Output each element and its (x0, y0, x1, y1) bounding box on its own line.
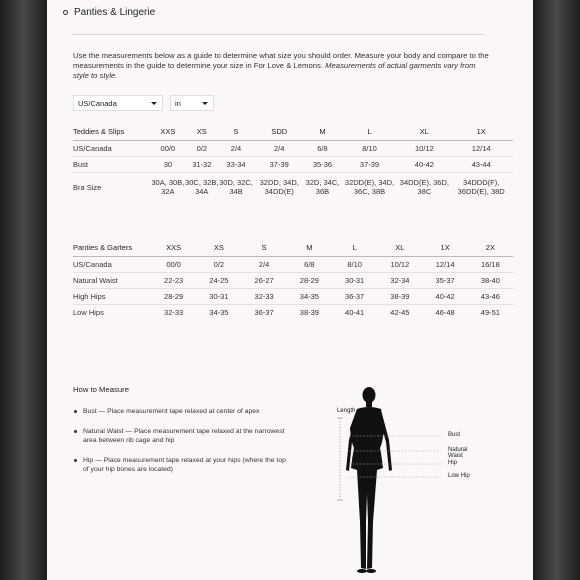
table-cell: 0/2 (185, 140, 219, 156)
table-row (73, 288, 513, 304)
table-cell: 49-51 (480, 307, 500, 317)
length-label: Length (337, 408, 356, 414)
table-cell: 32-33 (242, 288, 287, 304)
table-cell: 43-44 (449, 156, 513, 172)
table-cell: 2/4 (253, 140, 305, 156)
table-header-cell: Teddies & Slips (73, 124, 151, 140)
table-cell: 35-37 (423, 272, 468, 288)
table-row (73, 172, 513, 202)
table-row (73, 140, 513, 156)
table-cell: 34-35 (209, 307, 229, 317)
region-select-value: US/Canada (78, 98, 117, 108)
table-cell: 28-29 (151, 288, 196, 304)
table-header-cell: SDD (253, 124, 305, 140)
table-cell: 33-34 (219, 156, 253, 172)
circle-bullet-icon (63, 10, 68, 15)
table-header-cell: XXS (151, 124, 185, 140)
list-item (73, 407, 288, 417)
section-header[interactable] (63, 7, 155, 18)
divider (71, 34, 485, 35)
chevron-down-icon (151, 102, 157, 105)
measurement-figure (337, 382, 477, 578)
table-cell: 34-35 (287, 288, 332, 304)
how-to-measure-list (73, 407, 288, 485)
table-header-cell: S (242, 240, 287, 256)
table-row-label: Bust (73, 156, 151, 172)
table-cell: 36-37 (332, 288, 377, 304)
table-cell: 30A, 30B, 32A (151, 178, 185, 197)
teddies-size-table (73, 124, 513, 202)
table-cell: 34DD(E), 36D, 38C (399, 178, 449, 197)
low-hip-label: Low Hip (448, 473, 470, 479)
table-cell: 22-23 (151, 272, 196, 288)
table-header-row (73, 124, 513, 140)
table-row-label: High Hips (73, 288, 151, 304)
table-cell: 32D, 34C, 36B (305, 178, 340, 197)
table-cell: 12/14 (423, 256, 468, 272)
panties-size-table (73, 240, 513, 320)
table-row-label: Natural Waist (73, 272, 151, 288)
right-border (533, 0, 580, 580)
table-cell: 10/12 (377, 256, 422, 272)
table-cell: 37-39 (253, 156, 305, 172)
table-cell: 24-25 (196, 272, 241, 288)
table-row (73, 304, 513, 320)
natural-waist-label: Natural Waist (448, 447, 468, 459)
table-header-cell: XL (377, 240, 422, 256)
table-cell: 32-33 (164, 307, 184, 317)
list-item-text: Natural Waist — Place measurement tape relaxed at the narrowest area between rib cage and hip (83, 427, 285, 444)
table-cell: 42-45 (390, 307, 410, 317)
table-row (73, 272, 513, 288)
table-row-label: US/Canada (73, 140, 151, 156)
table-cell: 32DD, 34D, 34DD(E) (259, 178, 299, 197)
table-header-cell: 1X (423, 240, 468, 256)
hip-label: Hip (448, 460, 458, 466)
table-cell: 8/10 (340, 140, 400, 156)
list-item-text: Hip — Place measurement tape relaxed at your hips (where the top of your hip bones are located) (83, 456, 286, 473)
table-cell: 30-31 (196, 288, 241, 304)
how-to-measure-title: How to Measure (73, 385, 129, 394)
table-cell: 32DD(E), 34D, 36C, 38B (344, 178, 395, 197)
table-cell: 46-48 (435, 307, 455, 317)
table-cell: 40-41 (345, 307, 365, 317)
list-item-text: Bust — Place measurement tape relaxed at center of apex (83, 408, 260, 415)
table-cell: 16/18 (468, 256, 513, 272)
list-item (73, 456, 288, 475)
bust-label: Bust (448, 432, 461, 438)
table-cell: 40-42 (423, 288, 468, 304)
bullet-icon (74, 430, 77, 433)
table-cell: 0/2 (196, 256, 241, 272)
section-title: Panties & Lingerie (74, 7, 156, 18)
table-cell: 37-39 (340, 156, 400, 172)
table-header-cell: L (340, 124, 400, 140)
table-cell: 28-29 (287, 272, 332, 288)
size-guide-page (47, 0, 533, 580)
table-cell: 30C, 32B, 34A (185, 178, 219, 197)
table-cell: 38-39 (377, 288, 422, 304)
table-cell: 00/0 (151, 256, 196, 272)
table-header-cell: XL (399, 124, 449, 140)
table-cell: 10/12 (399, 140, 449, 156)
table-row (73, 156, 513, 172)
table-cell: 35-36 (305, 156, 339, 172)
table-cell: 6/8 (287, 256, 332, 272)
table-header-cell: XS (185, 124, 219, 140)
bullet-icon (74, 410, 77, 413)
table-cell: 26-27 (242, 272, 287, 288)
table-header-cell: M (287, 240, 332, 256)
intro-text (73, 51, 493, 81)
table-cell: 43-46 (468, 288, 513, 304)
body-silhouette-icon (337, 382, 477, 578)
table-row-label: Low Hips (73, 307, 104, 317)
table-row-label: US/Canada (73, 256, 151, 272)
table-header-cell: M (305, 124, 339, 140)
table-cell: 12/14 (449, 140, 513, 156)
table-cell: 30-31 (332, 272, 377, 288)
left-border (0, 0, 47, 580)
table-cell: 38-40 (468, 272, 513, 288)
unit-select[interactable] (170, 95, 214, 111)
table-cell: 2/4 (242, 256, 287, 272)
chevron-down-icon (202, 102, 208, 105)
table-cell: 30D, 32C, 34B (219, 178, 253, 197)
table-cell: 40-42 (399, 156, 449, 172)
table-cell: 00/0 (151, 140, 185, 156)
table-header-cell: S (219, 124, 253, 140)
intro-italic: Measurements of actual garments vary from style to style. (73, 61, 476, 80)
table-cell: 34DDD(F), 36DD(E), 38D (457, 178, 505, 197)
table-cell: 30 (151, 156, 185, 172)
table-header-row (73, 240, 513, 256)
table-cell: 38-39 (299, 307, 319, 317)
bullet-icon (74, 459, 77, 462)
table-cell: 6/8 (305, 140, 339, 156)
table-cell: 8/10 (332, 256, 377, 272)
region-select[interactable] (73, 95, 163, 111)
table-cell: 36-37 (254, 307, 274, 317)
table-cell: 32-34 (377, 272, 422, 288)
table-header-cell: 1X (449, 124, 513, 140)
table-cell: 31-32 (185, 156, 219, 172)
table-header-cell: XS (196, 240, 241, 256)
list-item (73, 427, 288, 446)
table-header-cell: Panties & Garters (73, 240, 151, 256)
table-header-cell: XXS (151, 240, 196, 256)
table-cell: 2/4 (219, 140, 253, 156)
table-header-cell: L (332, 240, 377, 256)
table-header-cell: 2X (468, 240, 513, 256)
table-row (73, 256, 513, 272)
unit-select-value: in (175, 98, 181, 108)
intro-body: Use the measurements below as a guide to determine what size you should order. Measure your body and compare to the measurements in the guide to determine your size in For Love & Lemons. (73, 51, 489, 70)
table-row-label: Bra Size (73, 182, 102, 192)
